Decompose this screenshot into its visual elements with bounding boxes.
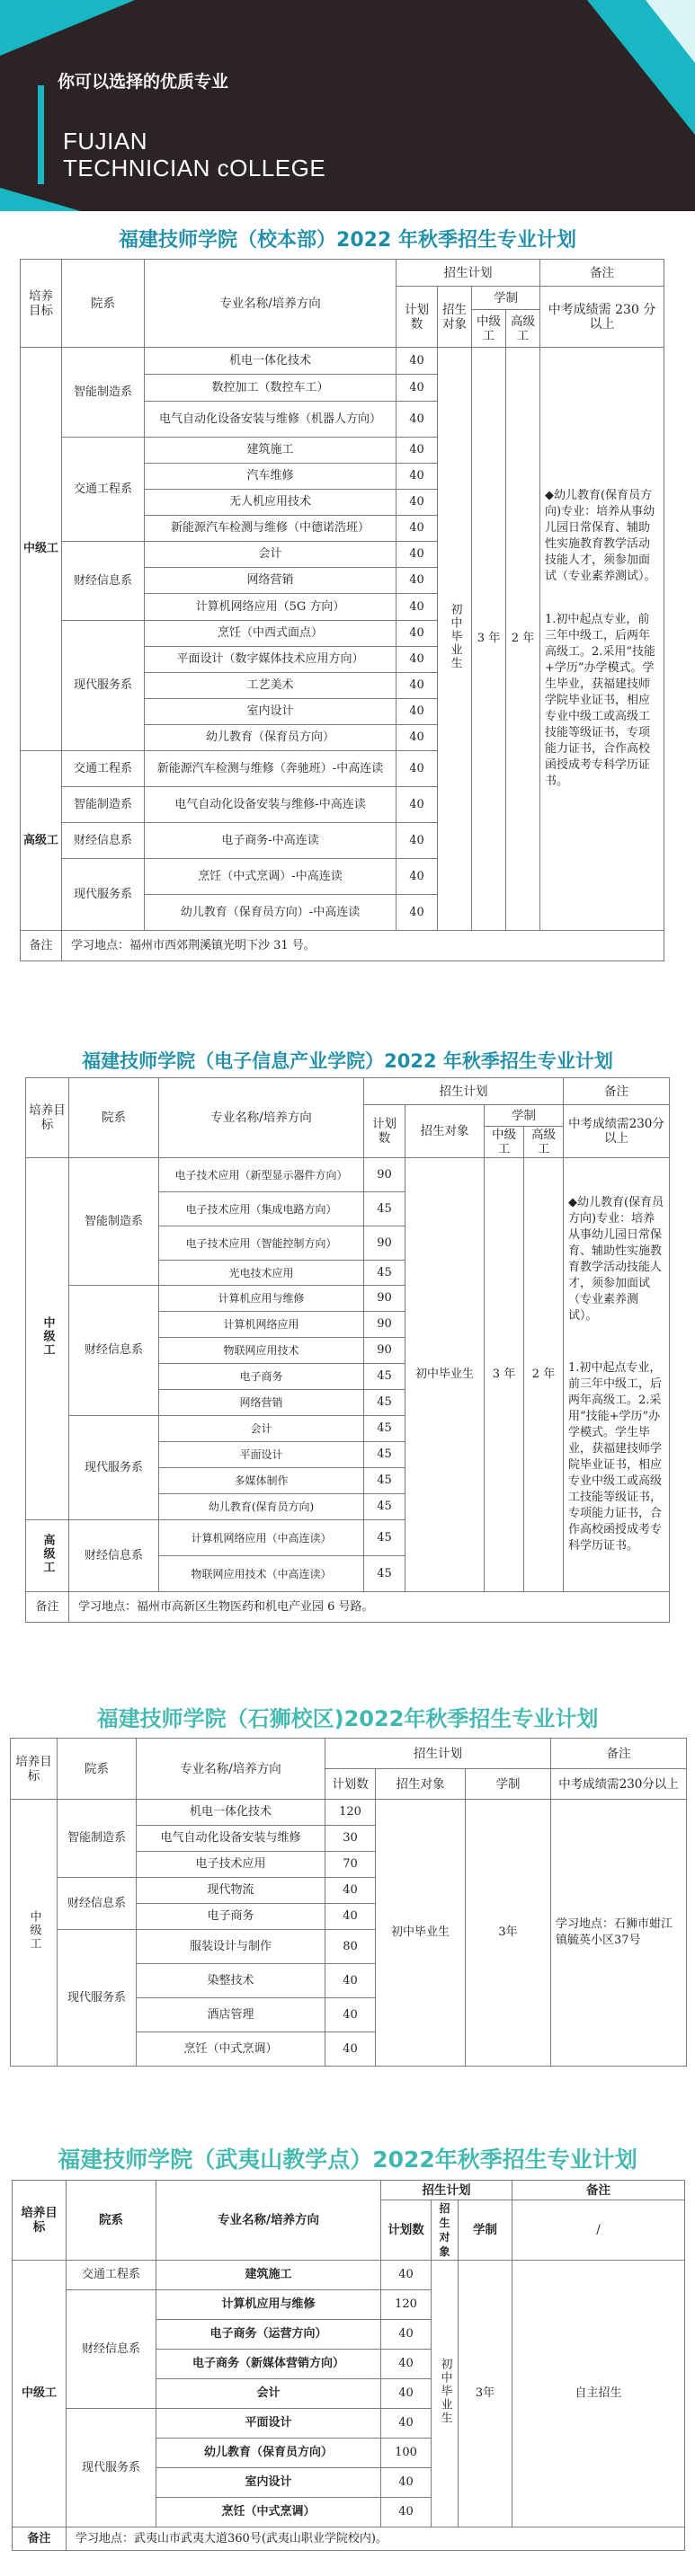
system-cell: 3年	[466, 1800, 551, 2067]
count-cell: 40	[381, 2261, 432, 2290]
banner-tagline: 你可以选择的优质专业	[58, 72, 229, 92]
dept-cell: 财经信息系	[62, 823, 145, 859]
count-cell: 40	[397, 594, 438, 621]
header-system: 学制	[459, 2200, 512, 2261]
major-cell: 电子技术应用（集成电路方向）	[159, 1192, 364, 1226]
audience-text: 初中毕业生	[438, 2358, 452, 2425]
audience-text: 初中毕业生	[448, 603, 462, 670]
count-cell: 40	[397, 725, 438, 751]
major-cell: 新能源汽车检测与维修（奔驰班）-中高连读	[145, 751, 397, 787]
major-cell: 光电技术应用	[159, 1261, 364, 1286]
header-count: 计划数	[364, 1105, 405, 1158]
section-shishi-campus	[0, 1700, 695, 2067]
footer-text: 学习地点：武夷山市武夷大道360号(武夷山职业学院校内)。	[67, 2527, 685, 2551]
header-target: 培养目标	[26, 1078, 69, 1158]
count-cell: 40	[397, 490, 438, 516]
dept-cell: 现代服务系	[58, 1930, 137, 2067]
section-title: 福建技师学院（石狮校区)2022年秋季招生专业计划	[96, 1706, 599, 1731]
header-count: 计划数	[325, 1769, 376, 1800]
major-cell: 电气自动化设备安装与维修	[137, 1826, 325, 1852]
count-cell: 40	[397, 787, 438, 823]
major-cell: 会计	[145, 542, 397, 568]
plan-table	[25, 1077, 670, 1623]
major-cell: 电子商务	[137, 1904, 325, 1930]
count-cell: 45	[364, 1416, 405, 1442]
major-cell: 会计	[156, 2379, 381, 2409]
major-cell: 电子技术应用	[137, 1852, 325, 1878]
count-cell: 100	[381, 2439, 432, 2468]
count-cell: 40	[325, 1878, 376, 1904]
header-count: 计划数	[397, 287, 438, 348]
header-high: 高级工	[506, 310, 540, 348]
section-electronics-campus	[0, 1045, 695, 1623]
dept-cell: 交通工程系	[67, 2261, 156, 2290]
remark-notes	[540, 348, 664, 931]
footer-label: 备注	[21, 931, 62, 961]
major-cell: 计算机应用与维修	[159, 1286, 364, 1312]
section-title: 福建技师学院（武夷山教学点）2022年秋季招生专业计划	[58, 2147, 637, 2173]
count-cell: 40	[397, 438, 438, 464]
count-cell: 45	[364, 1520, 405, 1556]
target-mid: 中级工	[21, 348, 62, 751]
section-wuyishan-campus	[0, 2140, 695, 2551]
section-title: 福建技师学院（校本部）2022 年秋季招生专业计划	[119, 229, 576, 252]
target-mid	[26, 1158, 69, 1520]
audience-cell: 初中毕业生	[376, 1800, 466, 2067]
banner-accent-bottom	[0, 188, 81, 211]
header-score: 中考成绩需230分以上	[564, 1105, 670, 1158]
header-dept: 院系	[62, 260, 145, 348]
header-audience: 招生对象	[376, 1769, 466, 1800]
dept-cell: 智能制造系	[62, 348, 145, 438]
count-cell: 90	[364, 1158, 405, 1192]
footer-label: 备注	[26, 1592, 69, 1623]
banner-english-line1: FUJIAN	[63, 128, 147, 155]
count-cell: 40	[381, 2498, 432, 2527]
major-cell: 建筑施工	[156, 2261, 381, 2290]
major-cell: 幼儿教育（保育员方向）-中高连读	[145, 895, 397, 931]
header-remark: 备注	[564, 1078, 670, 1105]
major-cell: 会计	[159, 1416, 364, 1442]
header-remark: 备注	[551, 1739, 687, 1769]
major-cell: 电子商务	[159, 1364, 364, 1390]
count-cell: 40	[325, 1964, 376, 1998]
major-cell: 平面设计	[159, 1442, 364, 1468]
major-cell: 电子技术应用（新型显示器件方向）	[159, 1158, 364, 1192]
header-system: 学制	[485, 1105, 564, 1127]
count-cell: 40	[397, 568, 438, 594]
header-dept: 院系	[69, 1078, 159, 1158]
major-cell: 电子商务（新媒体营销方向）	[156, 2350, 381, 2379]
count-cell: 45	[364, 1364, 405, 1390]
major-cell: 幼儿教育(保育员方向)	[159, 1494, 364, 1520]
major-cell: 计算机网络应用	[159, 1312, 364, 1338]
header-mid: 中级工	[485, 1127, 524, 1158]
banner-english-line2: TECHNICIAN cOLLEGE	[63, 155, 326, 181]
dept-cell: 财经信息系	[67, 2290, 156, 2409]
count-cell: 40	[397, 699, 438, 725]
major-cell: 平面设计	[156, 2409, 381, 2439]
header-score: 中考成绩需 230 分以上	[540, 287, 664, 348]
header-major: 专业名称/培养方向	[156, 2181, 381, 2261]
count-cell: 40	[381, 2409, 432, 2439]
count-cell: 45	[364, 1442, 405, 1468]
count-cell: 40	[397, 751, 438, 787]
header-slash: /	[512, 2200, 685, 2261]
count-cell: 40	[325, 1998, 376, 2032]
header-dept: 院系	[67, 2181, 156, 2261]
header-target: 培养目标	[11, 1739, 58, 1800]
header-dept: 院系	[58, 1739, 137, 1800]
remark-note-1: ◆幼儿教育(保育员方向)专业：培养从事幼儿园日常保育、辅助性实施教育教学活动技能人才，须参加面试（专业素养测试）。	[568, 1196, 664, 1323]
dept-cell: 财经信息系	[69, 1286, 159, 1416]
system-cell: 3年	[459, 2261, 512, 2527]
header-plan: 招生计划	[397, 260, 540, 287]
major-cell: 室内设计	[156, 2468, 381, 2498]
major-cell: 电子商务（运营方向）	[156, 2320, 381, 2350]
system-high-cell: 2 年	[524, 1158, 564, 1592]
major-cell: 网络营销	[159, 1390, 364, 1416]
count-cell: 40	[397, 542, 438, 568]
major-cell: 多媒体制作	[159, 1468, 364, 1494]
header-major: 专业名称/培养方向	[137, 1739, 325, 1800]
plan-table	[10, 1738, 687, 2067]
banner-accent-left	[0, 0, 135, 56]
target-high: 高级工	[21, 751, 62, 931]
major-cell: 工艺美术	[145, 673, 397, 699]
target-high	[26, 1520, 69, 1592]
remark-note-1: ◆幼儿教育(保育员方向)专业：培养从事幼儿园日常保育、辅助性实施教育教学活动技能人才，须参加面试（专业素养测试）。	[545, 489, 656, 583]
dept-cell: 交通工程系	[62, 438, 145, 542]
major-cell: 烹饪（中西式面点）	[145, 621, 397, 647]
major-cell: 染整技术	[137, 1964, 325, 1998]
major-cell: 服装设计与制作	[137, 1930, 325, 1964]
header-mid: 中级工	[472, 310, 506, 348]
header-score: 中考成绩需230分以上	[551, 1769, 687, 1800]
header-major: 专业名称/培养方向	[145, 260, 397, 348]
major-cell: 建筑施工	[145, 438, 397, 464]
count-cell: 90	[364, 1226, 405, 1261]
dept-cell: 财经信息系	[62, 542, 145, 621]
count-cell: 90	[364, 1286, 405, 1312]
count-cell: 45	[364, 1390, 405, 1416]
count-cell: 120	[381, 2290, 432, 2320]
major-cell: 无人机应用技术	[145, 490, 397, 516]
system-mid-cell: 3 年	[472, 348, 506, 931]
header-count: 计划数	[381, 2200, 432, 2261]
major-cell: 汽车维修	[145, 464, 397, 490]
header-high: 高级工	[524, 1127, 564, 1158]
target-mid	[11, 1800, 58, 2067]
count-cell: 40	[397, 402, 438, 438]
major-cell: 机电一体化技术	[137, 1800, 325, 1826]
count-cell: 40	[381, 2379, 432, 2409]
footer-text: 学习地点：福州市高新区生物医药和机电产业园 6 号路。	[69, 1592, 670, 1623]
count-cell: 45	[364, 1261, 405, 1286]
header-plan: 招生计划	[364, 1078, 564, 1105]
major-cell: 现代物流	[137, 1878, 325, 1904]
dept-cell: 智能制造系	[62, 787, 145, 823]
audience-cell	[438, 348, 472, 931]
header-system: 学制	[472, 287, 540, 310]
count-cell: 30	[325, 1826, 376, 1852]
header-target: 培养目标	[21, 260, 62, 348]
count-cell: 40	[325, 2032, 376, 2067]
major-cell: 物联网应用技术（中高连读）	[159, 1556, 364, 1592]
count-cell: 40	[381, 2320, 432, 2350]
major-cell: 新能源汽车检测与维修（中德诺浩班）	[145, 516, 397, 542]
plan-table	[12, 2180, 685, 2551]
remark-notes	[564, 1158, 670, 1592]
major-cell: 物联网应用技术	[159, 1338, 364, 1364]
remark-note: 自主招生	[512, 2261, 685, 2527]
header-banner	[0, 0, 695, 211]
count-cell: 45	[364, 1556, 405, 1592]
target-mid-text: 中级工	[40, 1316, 55, 1357]
banner-bar	[38, 85, 44, 184]
major-cell: 烹饪（中式烹调）-中高连读	[145, 859, 397, 895]
count-cell: 40	[397, 348, 438, 375]
major-cell: 计算机网络应用（5G 方向）	[145, 594, 397, 621]
count-cell: 90	[364, 1312, 405, 1338]
count-cell: 45	[364, 1494, 405, 1520]
plan-table	[20, 259, 664, 961]
target-mid: 中级工	[13, 2261, 67, 2527]
banner-accent-right-light	[646, 0, 695, 63]
major-cell: 电气自动化设备安装与维修-中高连读	[145, 787, 397, 823]
footer-text: 学习地点：福州市西郊荆溪镇光明下沙 31 号。	[62, 931, 664, 961]
count-cell: 40	[325, 1904, 376, 1930]
count-cell: 80	[325, 1930, 376, 1964]
dept-cell: 交通工程系	[62, 751, 145, 787]
dept-cell: 现代服务系	[62, 859, 145, 931]
major-cell: 网络营销	[145, 568, 397, 594]
section-main-campus	[0, 223, 695, 961]
remark-note-2: 1.初中起点专业，前三年中级工，后两年高级工。2.采用“技能+学历”办学模式。学生毕业，获福建技师学院毕业证书，相应专业中级工或高级工技能等级证书，专项能力证书，合作高校函授成考专科学历证书。	[545, 613, 656, 788]
target-mid-text: 中级工	[27, 1910, 41, 1951]
dept-cell: 智能制造系	[69, 1158, 159, 1286]
header-plan: 招生计划	[325, 1739, 551, 1769]
dept-cell: 智能制造系	[58, 1800, 137, 1878]
count-cell: 40	[397, 464, 438, 490]
header-audience: 招生对象	[438, 287, 472, 348]
count-cell: 40	[397, 647, 438, 673]
major-cell: 幼儿教育（保育员方向）	[156, 2439, 381, 2468]
dept-cell: 现代服务系	[67, 2409, 156, 2527]
count-cell: 45	[364, 1192, 405, 1226]
count-cell: 70	[325, 1852, 376, 1878]
target-high-text: 高级工	[40, 1533, 55, 1574]
system-high-cell: 2 年	[506, 348, 540, 931]
header-audience: 招生对象	[405, 1105, 485, 1158]
audience-cell: 初中毕业生	[405, 1158, 485, 1592]
header-plan: 招生计划	[381, 2181, 512, 2200]
section-title: 福建技师学院（电子信息产业学院）2022 年秋季招生专业计划	[82, 1050, 613, 1072]
header-system: 学制	[466, 1769, 551, 1800]
count-cell: 40	[397, 895, 438, 931]
major-cell: 幼儿教育（保育员方向）	[145, 725, 397, 751]
count-cell: 40	[397, 673, 438, 699]
audience-cell	[432, 2261, 459, 2527]
major-cell: 计算机网络应用（中高连读）	[159, 1520, 364, 1556]
count-cell: 40	[381, 2350, 432, 2379]
footer-label: 备注	[13, 2527, 67, 2551]
major-cell: 酒店管理	[137, 1998, 325, 2032]
major-cell: 烹饪（中式烹调）	[156, 2498, 381, 2527]
dept-cell: 财经信息系	[58, 1878, 137, 1930]
count-cell: 40	[397, 375, 438, 402]
count-cell: 40	[397, 859, 438, 895]
system-mid-cell: 3 年	[485, 1158, 524, 1592]
header-remark: 备注	[540, 260, 664, 287]
dept-cell: 现代服务系	[62, 621, 145, 751]
major-cell: 电子商务-中高连读	[145, 823, 397, 859]
major-cell: 电气自动化设备安装与维修（机器人方向）	[145, 402, 397, 438]
header-major: 专业名称/培养方向	[159, 1078, 364, 1158]
count-cell: 120	[325, 1800, 376, 1826]
remark-note-2: 1.初中起点专业，前三年中级工，后两年高级工。2.采用“技能+学历”办学模式。学生毕业，获福建技师学院毕业证书，相应专业中级工或高级工技能等级证书，专项能力证书，合作高校函授成考专科学历证书。	[568, 1361, 663, 1553]
header-audience: 招生对象	[432, 2200, 459, 2261]
header-target: 培养目标	[13, 2181, 67, 2261]
dept-cell: 财经信息系	[69, 1520, 159, 1592]
major-cell: 电子技术应用（智能控制方向）	[159, 1226, 364, 1261]
major-cell: 机电一体化技术	[145, 348, 397, 375]
count-cell: 45	[364, 1468, 405, 1494]
dept-cell: 现代服务系	[69, 1416, 159, 1520]
count-cell: 90	[364, 1338, 405, 1364]
header-remark: 备注	[512, 2181, 685, 2200]
count-cell: 40	[397, 621, 438, 647]
count-cell: 40	[397, 516, 438, 542]
major-cell: 计算机应用与维修	[156, 2290, 381, 2320]
remark-note: 学习地点：石狮市蚶江镇毓英小区37号	[551, 1800, 687, 2067]
count-cell: 40	[381, 2468, 432, 2498]
major-cell: 数控加工（数控车工）	[145, 375, 397, 402]
major-cell: 室内设计	[145, 699, 397, 725]
count-cell: 40	[397, 823, 438, 859]
major-cell: 烹饪（中式烹调）	[137, 2032, 325, 2067]
major-cell: 平面设计（数字媒体技术应用方向）	[145, 647, 397, 673]
